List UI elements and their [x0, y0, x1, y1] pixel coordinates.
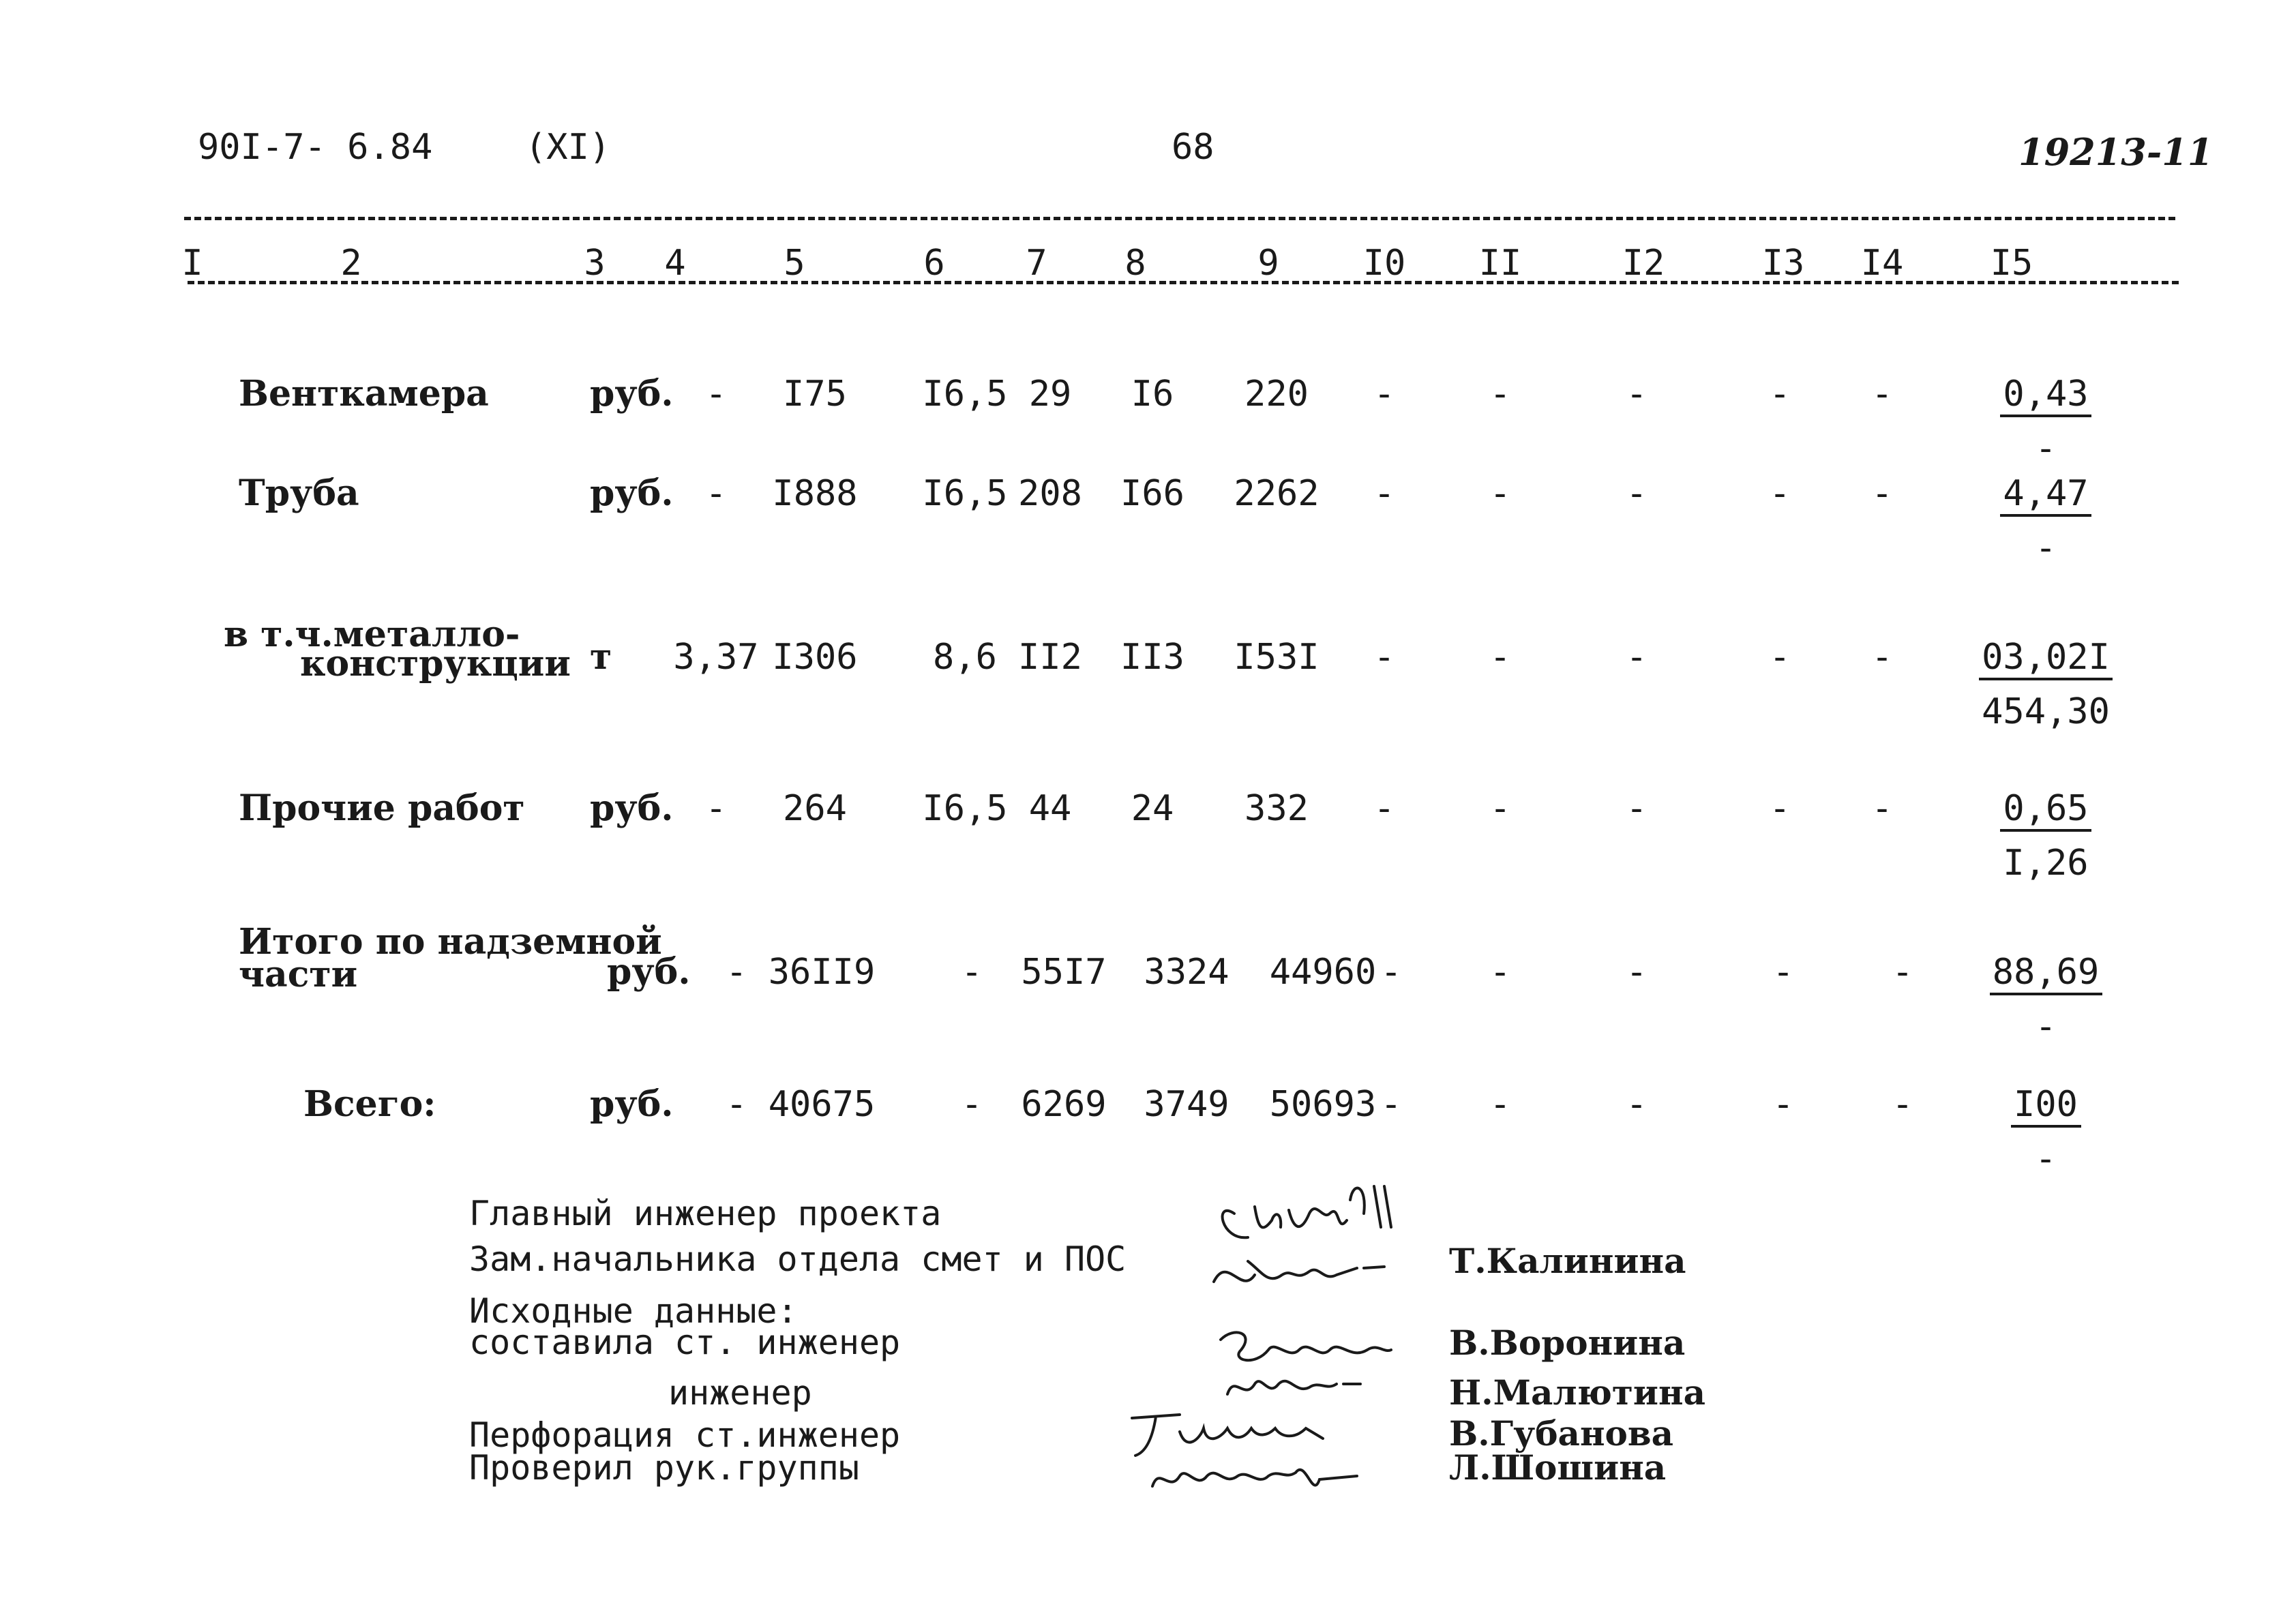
column-header-14: I4 [1860, 243, 1904, 284]
cell-c14: - [1871, 637, 1893, 678]
row-label: части [239, 954, 358, 995]
cell-c12: - [1626, 637, 1648, 678]
cell-c15-denominator: I,26 [2003, 843, 2089, 884]
cell-c9: 50693 [1269, 1084, 1377, 1125]
cell-c15-numerator: 0,43 [2003, 374, 2089, 415]
cell-c10: - [1380, 1084, 1402, 1125]
cell-c5: 36II9 [768, 952, 876, 993]
row-label: Прочие работ [239, 787, 525, 829]
column-header-4: 4 [664, 243, 686, 284]
fraction-bar [2000, 829, 2091, 832]
cell-c10: - [1373, 637, 1395, 678]
cell-c12: - [1626, 1084, 1648, 1125]
cell-c9: 332 [1244, 788, 1309, 829]
row-label: Всего: [303, 1083, 436, 1125]
cell-c14: - [1871, 374, 1893, 415]
cell-c13: - [1772, 952, 1794, 993]
cell-c7: 55I7 [1021, 952, 1107, 993]
cell-c13: - [1769, 637, 1791, 678]
cell-c11: - [1489, 473, 1511, 514]
cell-c13: - [1769, 473, 1791, 514]
signature-role: Зам.начальника отдела смет и ПОС [469, 1239, 1127, 1279]
handwritten-sheet-number: 19213-11 [2018, 130, 2213, 174]
column-header-5: 5 [784, 243, 805, 284]
row-unit: руб. [607, 951, 691, 993]
cell-c12: - [1626, 473, 1648, 514]
signatory-name: Н.Малютина [1449, 1372, 1705, 1413]
signatory-name: В.Губанова [1449, 1413, 1674, 1454]
cell-c12: - [1626, 374, 1648, 415]
column-header-1: I [181, 243, 203, 284]
signatory-name: Т.Калинина [1449, 1241, 1686, 1281]
cell-c8: 24 [1131, 788, 1174, 829]
cell-c6: I6,5 [922, 473, 1008, 514]
cell-c8: 3749 [1144, 1084, 1229, 1125]
cell-c13: - [1772, 1084, 1794, 1125]
row-label: Венткамера [239, 373, 489, 415]
cell-c11: - [1489, 1084, 1511, 1125]
row-unit: руб. [590, 472, 674, 514]
column-header-13: I3 [1761, 243, 1805, 284]
cell-c8: 3324 [1144, 952, 1229, 993]
cell-c6: I6,5 [922, 788, 1008, 829]
cell-c15-denominator: - [2035, 1139, 2057, 1179]
fraction-bar [1990, 993, 2102, 995]
row-label: в т.ч.металло- [224, 614, 520, 655]
cell-c15-denominator: - [2035, 528, 2057, 569]
cell-c15-denominator: - [2035, 428, 2057, 469]
cell-c7: 6269 [1021, 1084, 1107, 1125]
signature-role: Исходные данные: [469, 1291, 798, 1331]
cell-c14: - [1892, 1084, 1913, 1125]
fraction-bar [2011, 1125, 2081, 1128]
signature-shoshina [1139, 1439, 1384, 1507]
cell-c4: - [726, 952, 747, 993]
row-label: Итого по надземной [239, 921, 662, 963]
cell-c8: I6 [1131, 374, 1174, 415]
cell-c7: 29 [1028, 374, 1072, 415]
cell-c15-numerator: 88,69 [1992, 952, 2100, 993]
signature-role: составила ст. инженер [469, 1323, 901, 1362]
cell-c4: - [726, 1084, 747, 1125]
cell-c8: I66 [1120, 473, 1184, 514]
column-header-12: I2 [1622, 243, 1665, 284]
cell-c12: - [1626, 788, 1648, 829]
cell-c15-denominator: 454,30 [1982, 691, 2110, 732]
cell-c7: 44 [1028, 788, 1072, 829]
cell-c14: - [1871, 788, 1893, 829]
row-label: конструкции [300, 643, 571, 684]
cell-c6: 8,6 [933, 637, 997, 678]
row-unit: руб. [590, 1083, 674, 1125]
cell-c5: I75 [783, 374, 847, 415]
row-unit: руб. [590, 373, 674, 415]
column-header-2: 2 [340, 243, 362, 284]
cell-c10: - [1373, 473, 1395, 514]
cell-c9: 44960 [1269, 952, 1377, 993]
column-header-3: 3 [584, 243, 606, 284]
row-unit: руб. [590, 787, 674, 829]
cell-c5: I888 [772, 473, 858, 514]
signature-role: Проверил рук.группы [469, 1448, 859, 1488]
cell-c6: I6,5 [922, 374, 1008, 415]
cell-c11: - [1489, 952, 1511, 993]
cell-c12: - [1626, 952, 1648, 993]
cell-c4: - [705, 374, 727, 415]
cell-c15-denominator: - [2035, 1006, 2057, 1047]
row-unit: т [590, 636, 612, 678]
cell-c11: - [1489, 637, 1511, 678]
cell-c15-numerator: 4,47 [2003, 473, 2089, 514]
signatory-name: Л.Шошина [1449, 1447, 1667, 1488]
signature-role: Главный инженер проекта [469, 1194, 942, 1233]
cell-c15-numerator: 03,02I [1982, 637, 2110, 678]
cell-c13: - [1769, 788, 1791, 829]
column-header-10: I0 [1362, 243, 1406, 284]
document-code: 90I-7- 6.84 [198, 127, 433, 168]
fraction-bar [2000, 415, 2091, 417]
fraction-bar [1979, 678, 2113, 680]
cell-c9: 2262 [1234, 473, 1320, 514]
column-header-7: 7 [1026, 243, 1047, 284]
cell-c6: - [961, 952, 983, 993]
cell-c15-numerator: 0,65 [2003, 788, 2089, 829]
cell-c9: 220 [1244, 374, 1309, 415]
cell-c8: II3 [1120, 637, 1184, 678]
column-header-8: 8 [1124, 243, 1146, 284]
cell-c6: - [961, 1084, 983, 1125]
signature-role: инженер [668, 1373, 812, 1413]
cell-c11: - [1489, 374, 1511, 415]
cell-c10: - [1380, 952, 1402, 993]
cell-c10: - [1373, 788, 1395, 829]
column-header-15: I5 [1990, 243, 2033, 284]
cell-c4: - [705, 788, 727, 829]
cell-c4: - [705, 473, 727, 514]
section-number: (XI) [525, 127, 611, 168]
page-number: 68 [1172, 127, 1214, 168]
signature-role: Перфорация ст.инженер [469, 1415, 901, 1455]
column-header-9: 9 [1257, 243, 1279, 284]
column-header-11: II [1478, 243, 1522, 284]
cell-c5: 264 [783, 788, 847, 829]
cell-c7: II2 [1018, 637, 1082, 678]
cell-c5: 40675 [768, 1084, 876, 1125]
cell-c5: I306 [772, 637, 858, 678]
cell-c9: I53I [1234, 637, 1320, 678]
cell-c10: - [1373, 374, 1395, 415]
fraction-bar [2000, 514, 2091, 517]
cell-c11: - [1489, 788, 1511, 829]
row-label: Труба [239, 472, 359, 514]
cell-c14: - [1892, 952, 1913, 993]
signature-kovaleva [1200, 1234, 1405, 1302]
column-header-6: 6 [923, 243, 945, 284]
cell-c7: 208 [1018, 473, 1082, 514]
top-dashed-rule [184, 217, 2175, 220]
cell-c14: - [1871, 473, 1893, 514]
cell-c4: 3,37 [673, 637, 759, 678]
cell-c13: - [1769, 374, 1791, 415]
signatory-name: В.Воронина [1449, 1323, 1686, 1363]
cell-c15-numerator: I00 [2014, 1084, 2078, 1125]
